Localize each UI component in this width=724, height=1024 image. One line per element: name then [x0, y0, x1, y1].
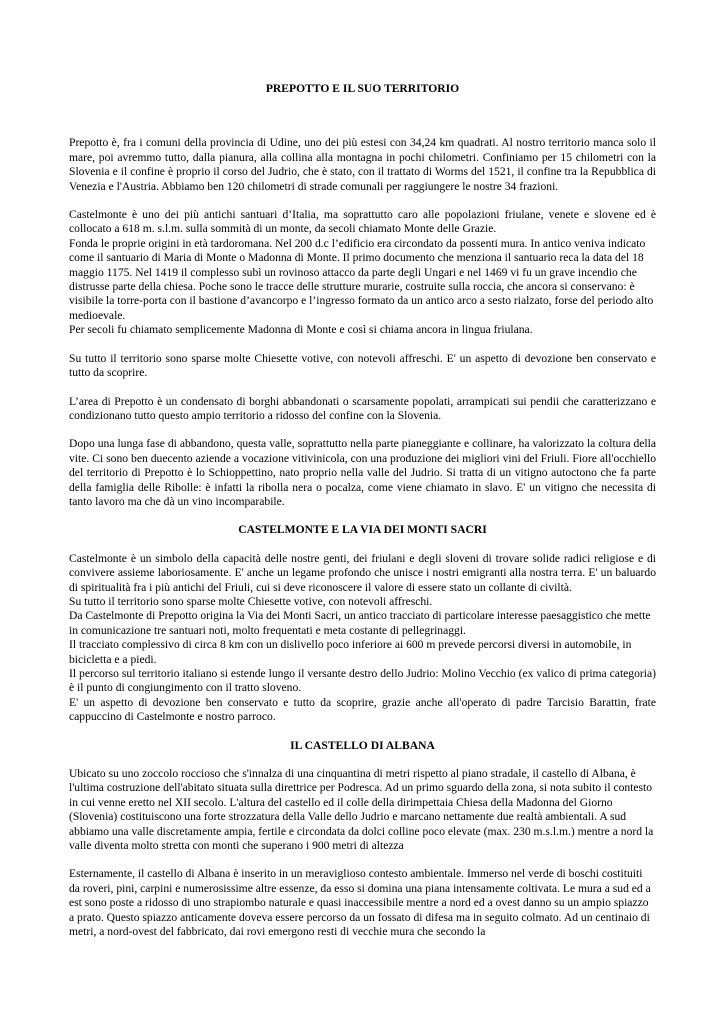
- paragraph: Prepotto è, fra i comuni della provincia di Udine, uno dei più estesi con 34,24 km quadrati. Al nostro territorio manca solo il mare, poi avremmo tutto, dalla pianura, alla collina alla montagna in pochi chilometri. Confiniamo per 15 chilometri con la Slovenia e il confine è proprio il corso del Judrio, che è stato, con il trattato di Worms del 1521, il confine tra la Repubblica di Venezia e l'Austria. Abbiamo ben 120 chilometri di strade comunali per raggiungere le nostre 34 frazioni.: [69, 136, 656, 193]
- paragraph: Su tutto il territorio sono sparse molte Chiesette votive, con notevoli affreschi.: [69, 594, 433, 608]
- paragraph: Castelmonte è uno dei più antichi santuari d’Italia, ma soprattutto caro alle popolazioni friulane, venete e slovene ed è collocato a 618 m. s.l.m. sulla sommità di un monte, da secoli chiamato Monte delle Grazie.: [69, 208, 656, 236]
- paragraph: Esternamente, il castello di Albana è inserito in un meraviglioso contesto ambientale. Immerso nel verde di boschi costituiti da roveri, pini, carpini e numerosissime altre essenze, da esso si domina una piana intensamente coltivata. Le mura a sud ed a est sono poste a ridosso di uno strapiombo naturale e quasi inaccessibile mentre a nord ed a ovest danno su un ampio spiazzo a prato. Questo spiazzo anticamente doveva essere percorso da un fossato di difesa ma in seguito colmato. Ad un centinaio di metri, a nord-ovest del fabbricato, dai rovi emergono resti di vecchie mura che secondo la: [69, 867, 651, 939]
- paragraph: Fonda le proprie origini in età tardoromana. Nel 200 d.c l’edificio era circondato da possenti mura. In antico veniva indicato come il santuario di Maria di Monte o Madonna di Monte. Il primo documento che menziona il santuario reca la data del 18 maggio 1175. Nel 1419 il complesso subì un rovinoso attacco da parte degli Ungari e nel 1469 vi fu un grave incendio che distrusse parte della chiesa. Poche sono le tracce delle strutture murarie, costruite sulla roccia, che ancora si conservano: è visibile la torre-porta con il bastione d’avancorpo e l’ingresso formato da un antico arco a sesto rialzato, forse del periodo alto medioevale.: [69, 236, 654, 322]
- paragraph: Il tracciato complessivo di circa 8 km con un dislivello poco inferiore ai 600 m prevede percorsi diversi in automobile, in bicicletta e a piedi.: [69, 638, 632, 666]
- paragraph: Castelmonte è un simbolo della capacità delle nostre genti, dei friulani e degli sloveni di trovare solide radici religiose e di convivere assieme laboriosamente. E' anche un legame profondo che unisce i nostri emigranti alla nostra terra. E' un baluardo di spiritualità fra i più antichi del Friuli, cui si deve riconoscere il valore di essere stato un collante di civiltà.: [69, 551, 656, 594]
- paragraph-group-monti-sacri: [69, 552, 656, 725]
- section-title-albana: IL CASTELLO DI ALBANA: [290, 738, 435, 752]
- section-title-castelmonte: CASTELMONTE E LA VIA DEI MONTI SACRI: [238, 523, 487, 537]
- document-page: [69, 82, 656, 954]
- paragraph: Dopo una lunga fase di abbandono, questa valle, soprattutto nella parte pianeggiante e collinare, ha valorizzato la coltura della vite. Ci sono ben duecento aziende a vocazione vitivinicola, con una produzione dei migliori vini del Friuli. Fiore all'occhiello del territorio di Prepotto è lo Schioppettino, nato proprio nella valle del Judrio. Si tratta di un vitigno autoctono che fa parte della famiglia delle Ribolle: è infatti la ribolla nera o pocalza, come viene chiamato in slavo. E' un vitigno che necessita di tanto lavoro ma che dà un vino incomparabile.: [69, 437, 656, 508]
- paragraph: E' un aspetto di devozione ben conservato e tutto da scoprire, grazie anche all'operato di padre Tarcisio Barattin, frate cappuccino di Castelmonte e nostro parroco.: [69, 695, 656, 724]
- paragraph-group-castelmonte: [69, 208, 656, 338]
- section-title-prepotto: PREPOTTO E IL SUO TERRITORIO: [265, 82, 460, 95]
- paragraph: Da Castelmonte di Prepotto origina la Via dei Monti Sacri, un antico tracciato di particolare interesse paesaggistico che mette in comunicazione tre santuari noti, molto frequentati e meta costante di pellegrinaggi.: [69, 609, 651, 637]
- paragraph: Ubicato su uno zoccolo roccioso che s'innalza di una cinquantina di metri rispetto al piano stradale, il castello di Albana, è l'ultima costruzione dell'abitato situata sulla direttrice per Podresca. Ad un primo sguardo della zona, si nota subito il contesto in cui venne eretto nel XII secolo. L'altura del castello ed il colle della dirimpettaia Chiesa della Madonna del Giorno (Slovenia) costituiscono una forte strozzatura della Valle dello Judrio e marcano nettamente due realtà ambientali. A sud abbiamo una valle discretamente ampia, fertile e circondata da dolci colline poco elevate (max. 230 m.s.l.m.) mentre a nord la valle diventa molto stretta con monti che superano i 900 metri di altezza: [69, 767, 654, 853]
- paragraph: L’area di Prepotto è un condensato di borghi abbandonati o scarsamente popolati, arrampicati sui pendii che caratterizzano e condizionano tutto questo ampio territorio a ridosso del confine con la Slovenia.: [69, 394, 656, 422]
- paragraph: Il percorso sul territorio italiano si estende lungo il versante destro dello Judrio: Molino Vecchio (ex valico di prima categoria) è il punto di congiungimento con il tratto sloveno.: [69, 667, 656, 695]
- paragraph: Per secoli fu chiamato semplicemente Madonna di Monte e così si chiama ancora in lingua friulana.: [69, 323, 533, 337]
- paragraph: Su tutto il territorio sono sparse molte Chiesette votive, con notevoli affreschi. E' un aspetto di devozione ben conservato e tutto da scoprire.: [69, 351, 656, 380]
